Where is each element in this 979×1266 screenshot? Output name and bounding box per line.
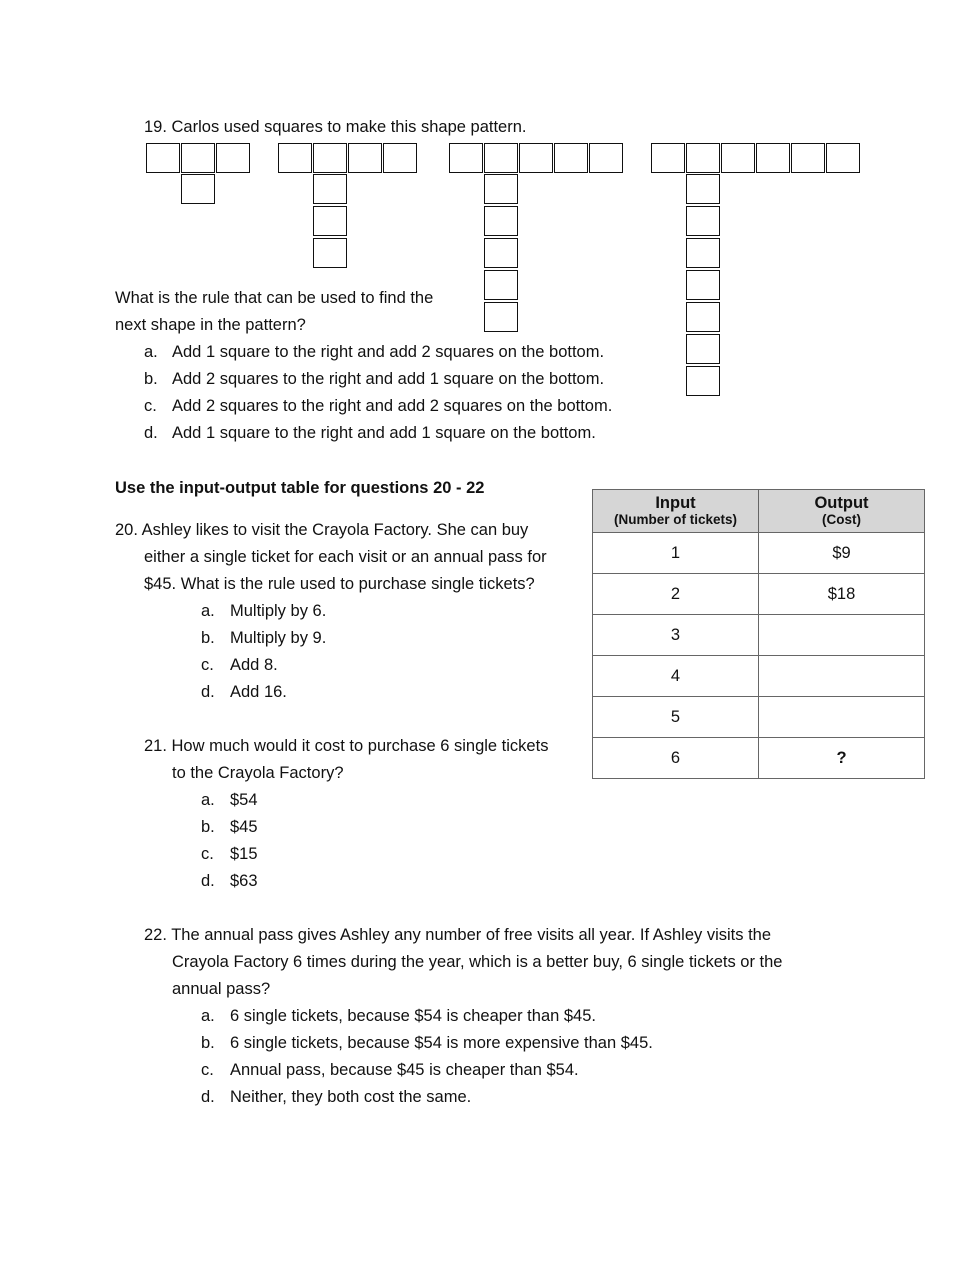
input-cell: 1 — [593, 533, 759, 574]
output-cell — [759, 615, 925, 656]
output-cell: ? — [759, 738, 925, 779]
q19-stem-line2: next shape in the pattern? — [115, 316, 306, 334]
q21-option-b[interactable]: b. $45 — [201, 818, 258, 836]
output-cell — [759, 656, 925, 697]
output-header: Output (Cost) — [759, 490, 925, 533]
table-row — [593, 574, 925, 615]
q19-option-a[interactable]: a. Add 1 square to the right and add 2 squares on the bottom. — [144, 343, 605, 361]
q21-line1: 21. How much would it cost to purchase 6 single tickets — [144, 737, 549, 755]
q20-option-c[interactable]: c. Add 8. — [201, 656, 278, 674]
q22-line3: annual pass? — [172, 980, 271, 998]
table-row — [593, 738, 925, 779]
input-cell: 4 — [593, 656, 759, 697]
input-cell: 5 — [593, 697, 759, 738]
q22-line2: Crayola Factory 6 times during the year, which is a better buy, 6 single tickets or the — [172, 953, 783, 971]
q21-option-a[interactable]: a. $54 — [201, 791, 258, 809]
q20-option-b[interactable]: b. Multiply by 9. — [201, 629, 327, 647]
output-cell: $18 — [759, 574, 925, 615]
input-header: Input (Number of tickets) — [593, 490, 759, 533]
table-row — [593, 533, 925, 574]
q20-option-d[interactable]: d. Add 16. — [201, 683, 287, 701]
output-cell — [759, 697, 925, 738]
q19-title: 19. Carlos used squares to make this shape pattern. — [144, 118, 527, 136]
q20-option-a[interactable]: a. Multiply by 6. — [201, 602, 327, 620]
output-cell: $9 — [759, 533, 925, 574]
table-row — [593, 615, 925, 656]
table-row — [593, 656, 925, 697]
input-cell: 2 — [593, 574, 759, 615]
q20-line3: $45. What is the rule used to purchase single tickets? — [144, 575, 535, 593]
q19-stem-line1: What is the rule that can be used to find the — [115, 289, 434, 307]
q19-option-d[interactable]: d. Add 1 square to the right and add 1 square on the bottom. — [144, 424, 596, 442]
q22-option-b[interactable]: b. 6 single tickets, because $54 is more expensive than $45. — [201, 1034, 653, 1052]
q19-option-b[interactable]: b. Add 2 squares to the right and add 1 square on the bottom. — [144, 370, 605, 388]
input-cell: 6 — [593, 738, 759, 779]
section-heading: Use the input-output table for questions 20 - 22 — [115, 479, 485, 497]
input-cell: 3 — [593, 615, 759, 656]
q22-option-d[interactable]: d. Neither, they both cost the same. — [201, 1088, 472, 1106]
q19-option-c[interactable]: c. Add 2 squares to the right and add 2 squares on the bottom. — [144, 397, 613, 415]
q21-option-d[interactable]: d. $63 — [201, 872, 258, 890]
q22-option-a[interactable]: a. 6 single tickets, because $54 is cheaper than $45. — [201, 1007, 596, 1025]
input-output-table — [592, 489, 925, 779]
table-header-row — [593, 490, 925, 533]
q21-option-c[interactable]: c. $15 — [201, 845, 258, 863]
q22-line1: 22. The annual pass gives Ashley any number of free visits all year. If Ashley visits the — [144, 926, 772, 944]
q20-line1: 20. Ashley likes to visit the Crayola Factory. She can buy — [115, 521, 529, 539]
q21-line2: to the Crayola Factory? — [172, 764, 344, 782]
q20-line2: either a single ticket for each visit or an annual pass for — [144, 548, 547, 566]
table-row — [593, 697, 925, 738]
q22-option-c[interactable]: c. Annual pass, because $45 is cheaper than $54. — [201, 1061, 579, 1079]
